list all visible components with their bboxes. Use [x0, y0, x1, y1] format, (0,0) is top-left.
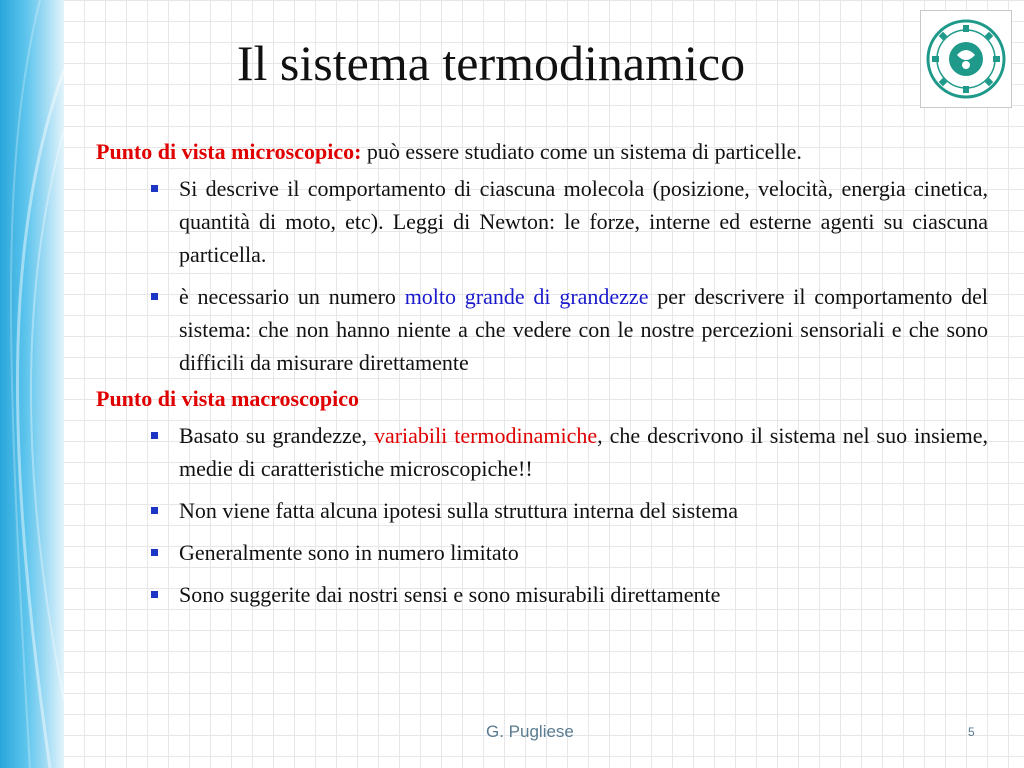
university-logo: [920, 10, 1012, 108]
macro-paragraph: [96, 382, 988, 415]
list-item: [96, 536, 988, 569]
slide-content: [96, 135, 988, 620]
bullet-text: Sono suggerite dai nostri sensi e sono misurabili direttamente: [179, 582, 721, 607]
logo-text: [1011, 11, 1012, 12]
micro-paragraph: [96, 135, 988, 168]
footer-author: G. Pugliese: [486, 722, 574, 741]
page-number: 5: [968, 725, 975, 739]
bullet-text: Basato su grandezze,: [179, 423, 374, 448]
list-item: [96, 419, 988, 485]
decorative-sidebar: [0, 0, 64, 768]
list-item: [96, 280, 988, 379]
bullet-text: Si descrive il comportamento di ciascuna molecola (posizione, velocità, energia cinetica, quantità di moto, etc). Leggi di Newton: le forze, interne ed esterne agenti su ciascuna particella.: [179, 176, 988, 267]
macro-heading: Punto di vista macroscopico: [96, 386, 359, 411]
bullet-text: , che descrivono il sistema nel suo insieme, medie di caratteristiche microscopiche!!: [179, 423, 988, 481]
sidebar-swirl-icon: [0, 0, 64, 768]
politecnico-seal-icon: [921, 11, 1011, 107]
highlight-text: variabili termodinamiche: [373, 423, 598, 448]
slide-title: Il sistema termodinamico: [236, 35, 746, 91]
micro-bullet-list: [96, 172, 988, 379]
list-item: [96, 494, 988, 527]
bullet-text: Non viene fatta alcuna ipotesi sulla struttura interna del sistema: [179, 498, 738, 523]
bullet-text: per descrivere il comportamento del sistema: che non hanno niente a che vedere con le nostre percezioni sensoriali e che sono difficili da misurare direttamente: [179, 284, 988, 375]
micro-heading: Punto di vista microscopico:: [96, 139, 362, 164]
macro-bullet-list: [96, 419, 988, 611]
list-item: [96, 578, 988, 611]
list-item: [96, 172, 988, 271]
highlight-text: molto grande di grandezze: [404, 284, 649, 309]
micro-text: può essere studiato come un sistema di particelle.: [361, 139, 802, 164]
bullet-text: Generalmente sono in numero limitato: [179, 540, 519, 565]
bullet-text: è necessario un numero: [179, 284, 405, 309]
